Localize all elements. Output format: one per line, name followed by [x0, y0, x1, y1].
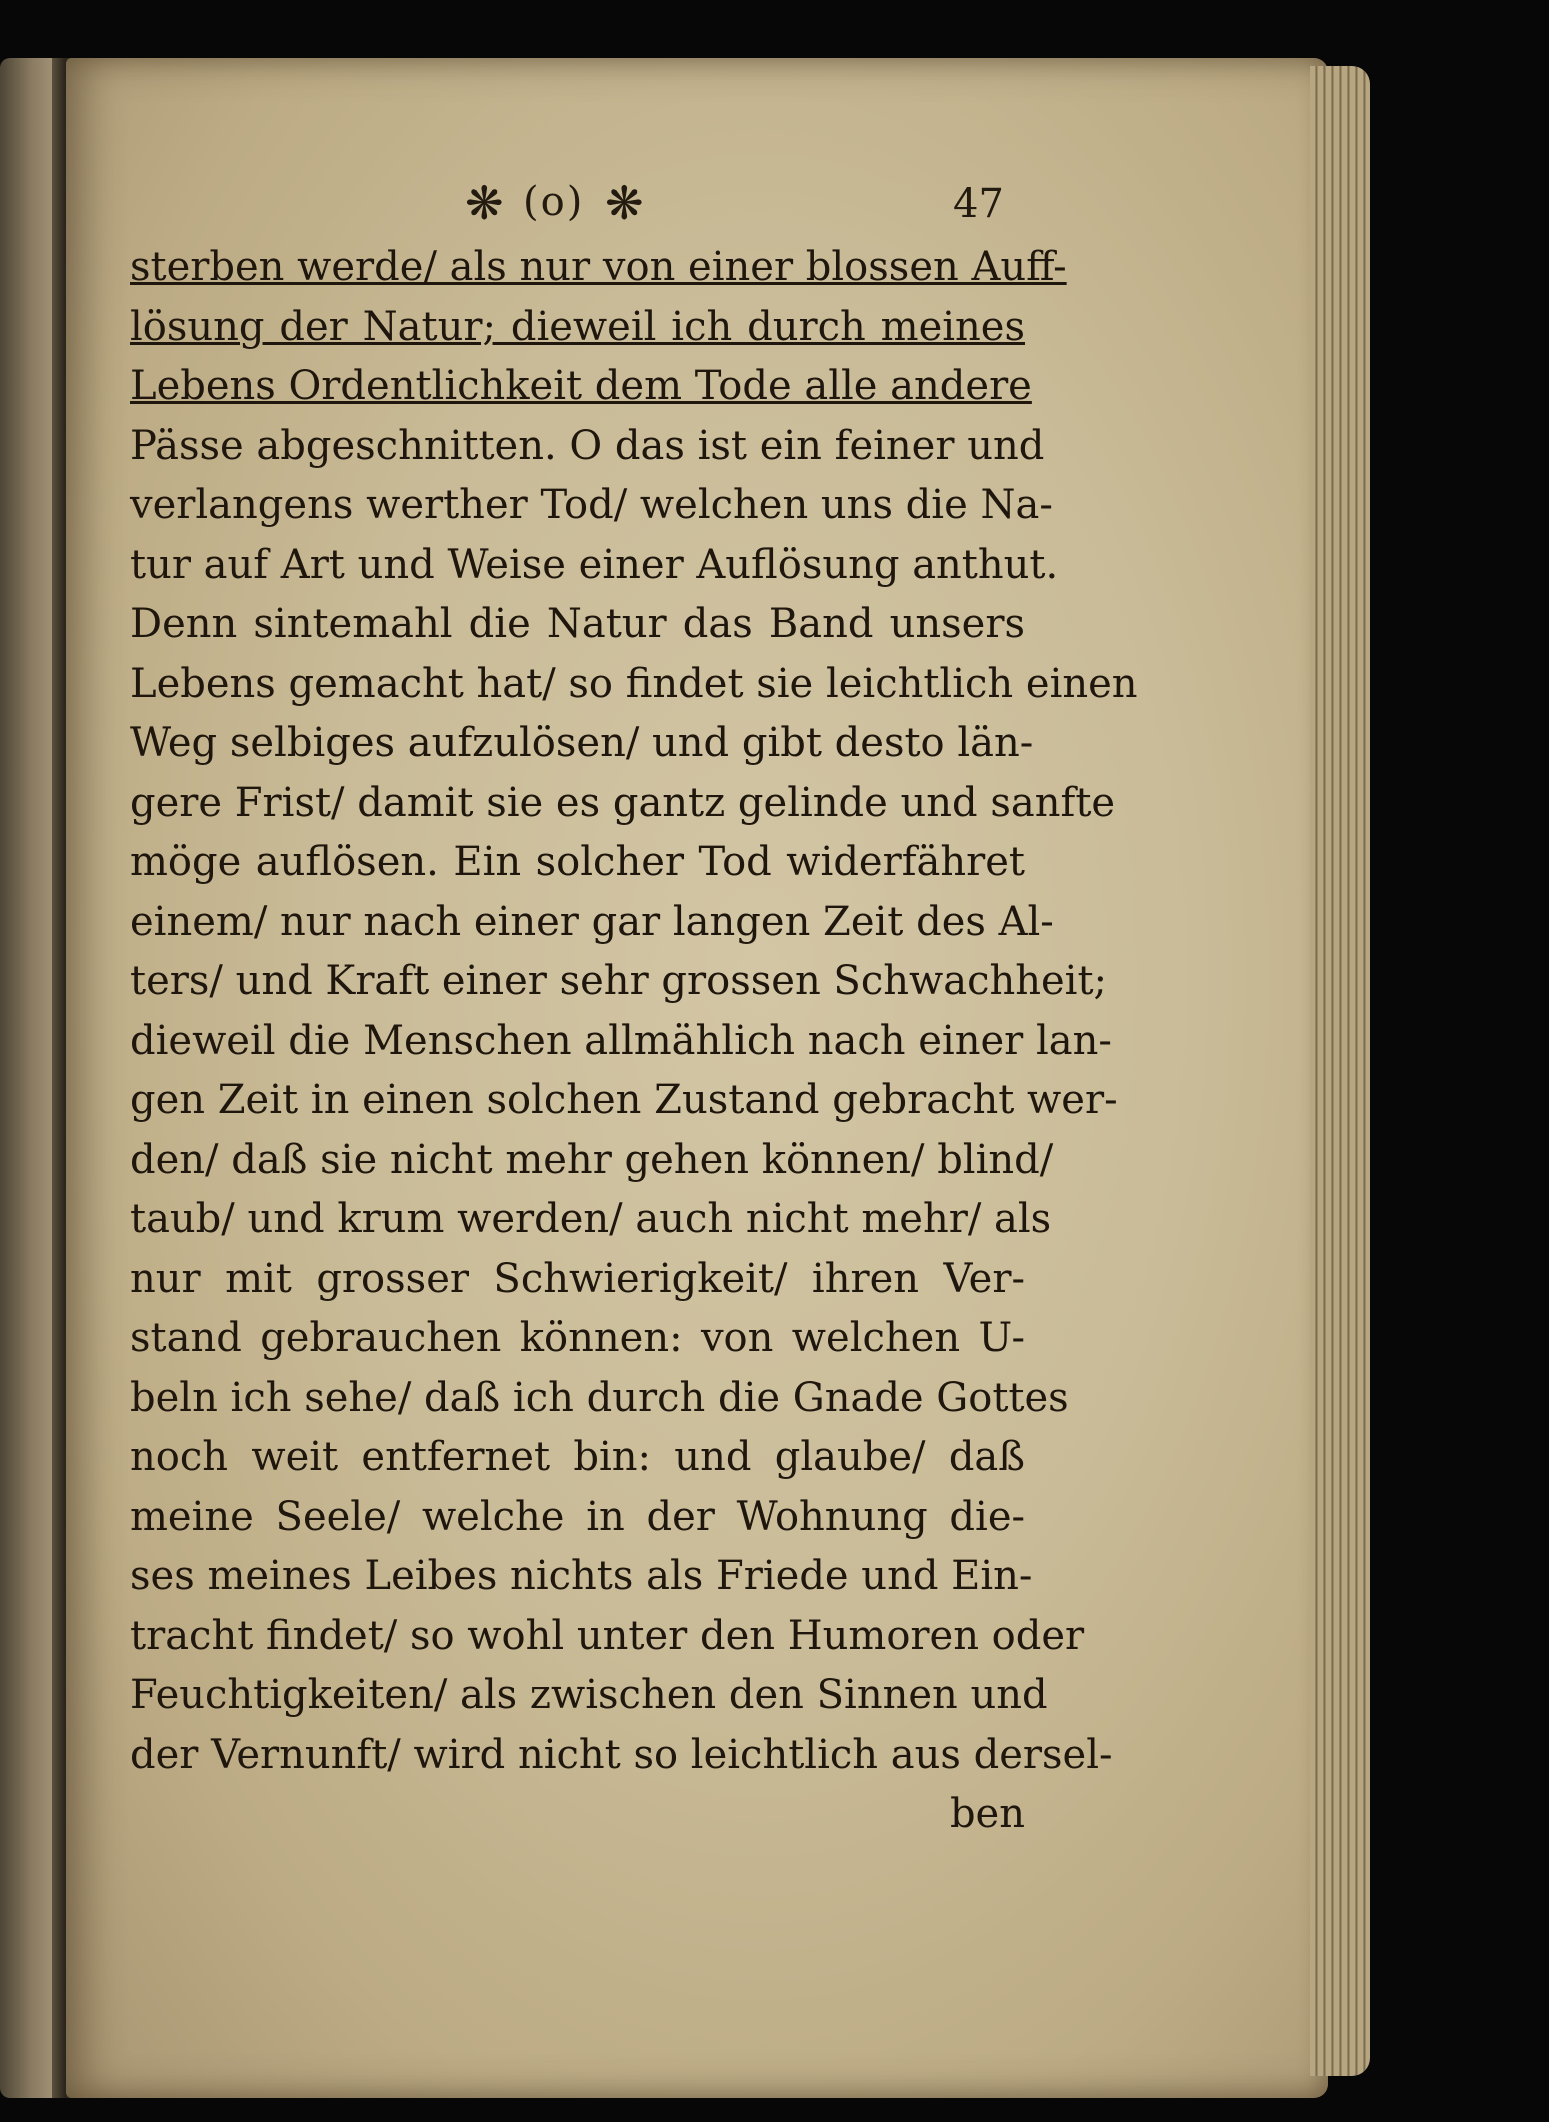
text-line: gen Zeit in einen solchen Zustand gebracht wer- [130, 1077, 1118, 1123]
text-line: tur auf Art und Weise einer Auflösung anthut. [130, 541, 1059, 588]
text-line: einem/ nur nach einer gar langen Zeit des Al- [130, 898, 1054, 945]
text-line: gere Frist/ damit sie es gantz gelinde und sanfte [130, 779, 1116, 826]
text-line: Pässe abgeschnitten. O das ist ein feiner und [130, 422, 1045, 469]
text-line: verlangens werther Tod/ welchen uns die Na- [130, 482, 1053, 528]
text-line: ters/ und Kraft einer sehr grossen Schwachheit; [130, 958, 1108, 1004]
text-line: Denn sintemahl die Natur das Band unsers [130, 601, 1025, 647]
text-line: Feuchtigkeiten/ als zwischen den Sinnen und [130, 1672, 1048, 1718]
text-line: Lebens gemacht hat/ so findet sie leichtlich einen [130, 660, 1138, 707]
text-line: meine Seele/ welche in der Wohnung die- [130, 1493, 1025, 1540]
text-line: dieweil die Menschen allmählich nach einer lan- [130, 1017, 1112, 1064]
text-line: ses meines Leibes nichts als Friede und Ein- [130, 1553, 1033, 1599]
text-line: noch weit entfernet bin: und glaube/ daß [130, 1434, 1025, 1480]
text-line: tracht findet/ so wohl unter den Humoren oder [130, 1612, 1085, 1659]
text-line: der Vernunft/ wird nicht so leichtlich aus dersel- [130, 1731, 1113, 1778]
text-line: lösung der Natur; dieweil ich durch meines [130, 303, 1025, 350]
page-body [130, 238, 1138, 1845]
previous-page-edge [0, 58, 58, 2098]
header-mark: (o) [523, 179, 585, 225]
floral-ornament-icon: ❋ [605, 176, 644, 230]
text-line: Weg selbiges aufzulösen/ und gibt desto län- [130, 720, 1034, 766]
catchword: ben [949, 1791, 1025, 1837]
text-line: beln ich sehe/ daß ich durch die Gnade Gottes [130, 1374, 1069, 1421]
floral-ornament-icon: ❋ [465, 176, 504, 230]
text-line: nur mit grosser Schwierigkeit/ ihren Ver- [130, 1255, 1025, 1302]
text-line: sterben werde/ als nur von einer blossen Auff- [130, 244, 1067, 290]
page-edges [1310, 66, 1370, 2076]
page-number: 47 [953, 181, 1004, 227]
running-header [135, 168, 1025, 238]
text-line: den/ daß sie nicht mehr gehen können/ blind/ [130, 1136, 1054, 1183]
text-line: möge auflösen. Ein solcher Tod widerfähret [130, 839, 1025, 885]
text-line: Lebens Ordentlichkeit dem Tode alle andere [130, 363, 1032, 409]
text-line: stand gebrauchen können: von welchen U- [130, 1315, 1025, 1361]
text-line: taub/ und krum werden/ auch nicht mehr/ als [130, 1196, 1052, 1242]
